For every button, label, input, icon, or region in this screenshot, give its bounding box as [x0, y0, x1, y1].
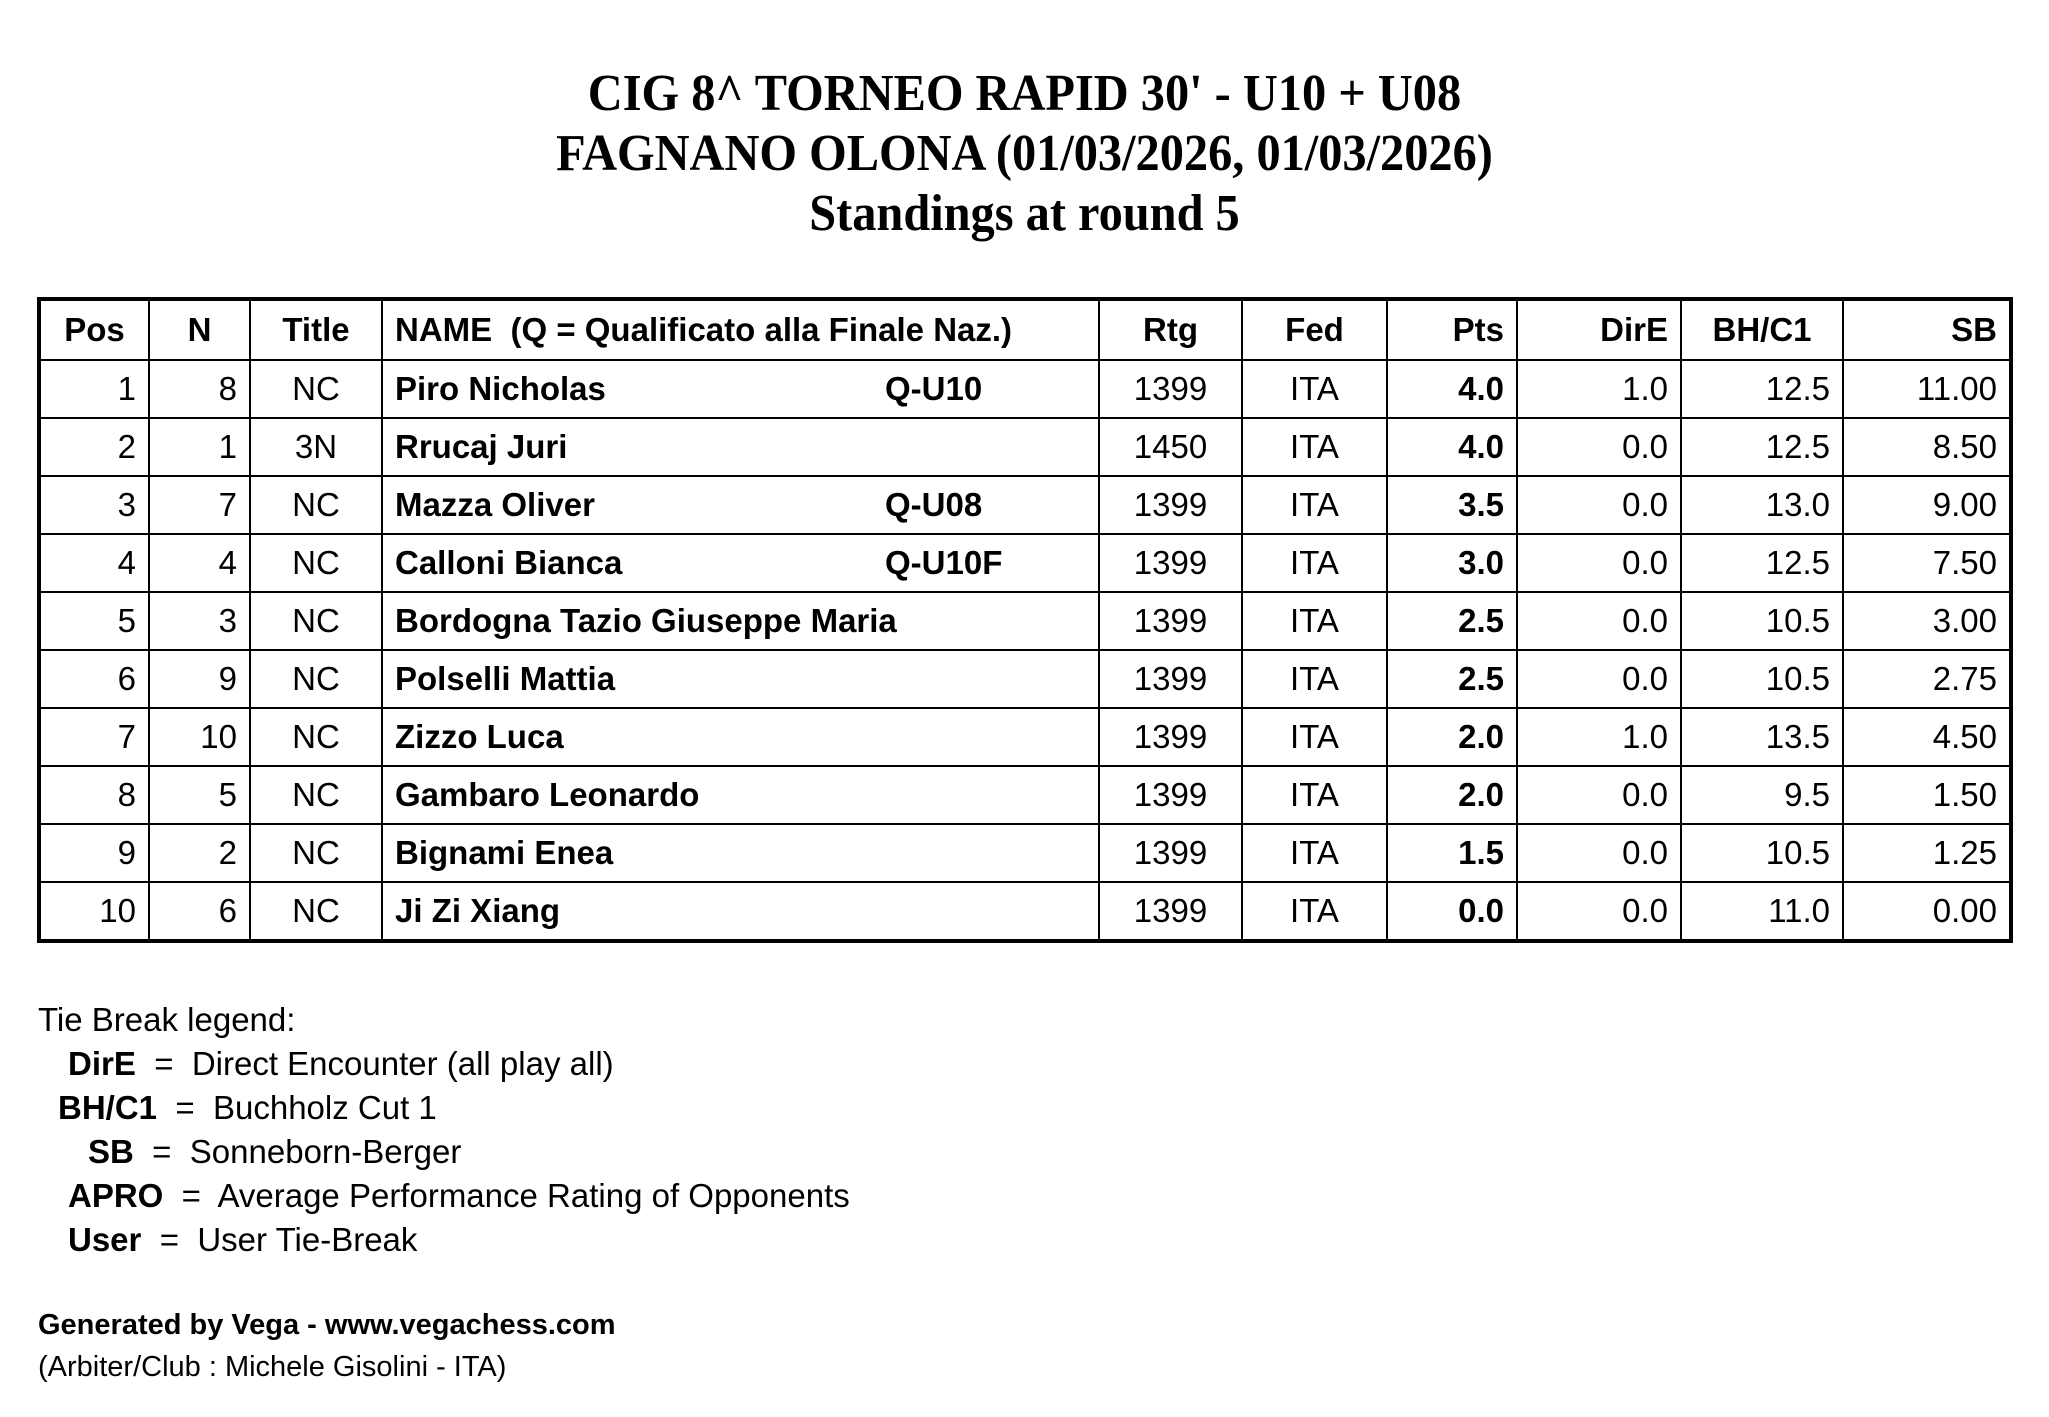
table-header-row [39, 299, 2011, 360]
standings-subtitle: Standings at round 5 [809, 185, 1240, 242]
player-name: Calloni Bianca [395, 544, 623, 581]
cell-sb: 8.50 [1843, 418, 2011, 476]
report-footer [38, 1304, 616, 1388]
cell-sb: 1.25 [1843, 824, 2011, 882]
col-header-sb: SB [1843, 299, 2011, 360]
cell-bhc1: 13.0 [1681, 476, 1843, 534]
cell-pts: 2.5 [1387, 650, 1517, 708]
cell-sb: 4.50 [1843, 708, 2011, 766]
cell-title: NC [250, 476, 382, 534]
cell-fed: ITA [1242, 534, 1387, 592]
legend-key: SB [88, 1133, 134, 1170]
cell-title: NC [250, 882, 382, 941]
qualification-badge: Q-U10 [885, 370, 983, 407]
cell-fed: ITA [1242, 592, 1387, 650]
legend-key: BH/C1 [58, 1089, 158, 1126]
player-name: Bordogna Tazio Giuseppe Maria [395, 602, 897, 639]
cell-pts: 3.0 [1387, 534, 1517, 592]
player-name: Polselli Mattia [395, 660, 616, 697]
player-name: Mazza Oliver [395, 486, 595, 523]
cell-pts: 2.0 [1387, 766, 1517, 824]
legend-item-apro: APRO = Average Performance Rating of Opponents [38, 1174, 850, 1218]
cell-name [382, 534, 1099, 592]
cell-title: NC [250, 766, 382, 824]
cell-fed: ITA [1242, 824, 1387, 882]
cell-rtg: 1399 [1099, 650, 1242, 708]
legend-desc: Average Performance Rating of Opponents [217, 1177, 850, 1214]
cell-n: 10 [149, 708, 250, 766]
qualification-badge: Q-U08 [885, 486, 983, 523]
cell-name [382, 766, 1099, 824]
cell-pts: 2.0 [1387, 708, 1517, 766]
table-row [39, 418, 2011, 476]
tie-break-legend [38, 998, 850, 1262]
cell-n: 4 [149, 534, 250, 592]
legend-key: DirE [68, 1045, 136, 1082]
cell-bhc1: 10.5 [1681, 650, 1843, 708]
cell-name [382, 418, 1099, 476]
cell-rtg: 1450 [1099, 418, 1242, 476]
legend-item-user: User = User Tie-Break [38, 1218, 850, 1262]
cell-sb: 2.75 [1843, 650, 2011, 708]
cell-rtg: 1399 [1099, 534, 1242, 592]
col-header-pos: Pos [39, 299, 149, 360]
cell-bhc1: 12.5 [1681, 534, 1843, 592]
cell-bhc1: 10.5 [1681, 592, 1843, 650]
cell-dire: 1.0 [1517, 360, 1681, 418]
cell-n: 8 [149, 360, 250, 418]
cell-bhc1: 12.5 [1681, 360, 1843, 418]
player-name: Bignami Enea [395, 834, 614, 871]
cell-rtg: 1399 [1099, 360, 1242, 418]
cell-bhc1: 10.5 [1681, 824, 1843, 882]
cell-title: NC [250, 534, 382, 592]
cell-pts: 4.0 [1387, 360, 1517, 418]
cell-bhc1: 13.5 [1681, 708, 1843, 766]
cell-sb: 9.00 [1843, 476, 2011, 534]
cell-rtg: 1399 [1099, 476, 1242, 534]
col-header-fed: Fed [1242, 299, 1387, 360]
col-header-dire: DirE [1517, 299, 1681, 360]
cell-pos: 3 [39, 476, 149, 534]
cell-name [382, 592, 1099, 650]
cell-pos: 10 [39, 882, 149, 941]
cell-fed: ITA [1242, 650, 1387, 708]
cell-dire: 0.0 [1517, 534, 1681, 592]
cell-n: 3 [149, 592, 250, 650]
cell-sb: 3.00 [1843, 592, 2011, 650]
cell-name [382, 476, 1099, 534]
cell-dire: 0.0 [1517, 882, 1681, 941]
cell-dire: 0.0 [1517, 650, 1681, 708]
col-header-name: NAME (Q = Qualificato alla Finale Naz.) [382, 299, 1099, 360]
cell-title: NC [250, 824, 382, 882]
cell-pos: 6 [39, 650, 149, 708]
cell-name [382, 708, 1099, 766]
cell-fed: ITA [1242, 360, 1387, 418]
player-name: Zizzo Luca [395, 718, 564, 755]
legend-desc: Direct Encounter (all play all) [191, 1045, 614, 1082]
table-row [39, 476, 2011, 534]
cell-n: 7 [149, 476, 250, 534]
legend-item-dire: DirE = Direct Encounter (all play all) [38, 1042, 850, 1086]
cell-sb: 1.50 [1843, 766, 2011, 824]
player-name: Gambaro Leonardo [395, 776, 700, 813]
tournament-title: CIG 8^ TORNEO RAPID 30' - U10 + U08 [587, 65, 1462, 122]
cell-fed: ITA [1242, 418, 1387, 476]
cell-rtg: 1399 [1099, 708, 1242, 766]
cell-fed: ITA [1242, 766, 1387, 824]
cell-pos: 5 [39, 592, 149, 650]
cell-rtg: 1399 [1099, 882, 1242, 941]
table-row [39, 766, 2011, 824]
cell-pts: 1.5 [1387, 824, 1517, 882]
cell-dire: 0.0 [1517, 824, 1681, 882]
cell-name [382, 882, 1099, 941]
legend-heading: Tie Break legend: [38, 1001, 296, 1038]
cell-name [382, 824, 1099, 882]
legend-key: APRO [68, 1177, 164, 1214]
cell-sb: 7.50 [1843, 534, 2011, 592]
cell-bhc1: 9.5 [1681, 766, 1843, 824]
cell-rtg: 1399 [1099, 766, 1242, 824]
cell-pos: 9 [39, 824, 149, 882]
cell-n: 2 [149, 824, 250, 882]
table-row [39, 534, 2011, 592]
cell-pts: 4.0 [1387, 418, 1517, 476]
col-header-title: Title [250, 299, 382, 360]
arbiter-text: (Arbiter/Club : Michele Gisolini - ITA) [38, 1351, 507, 1383]
legend-item-sb: SB = Sonneborn-Berger [38, 1130, 850, 1174]
cell-title: NC [250, 592, 382, 650]
generated-by-text: Generated by Vega - www.vegachess.com [38, 1309, 616, 1341]
cell-title: 3N [250, 418, 382, 476]
cell-rtg: 1399 [1099, 592, 1242, 650]
tournament-location-dates: FAGNANO OLONA (01/03/2026, 01/03/2026) [556, 125, 1493, 182]
standings-table [37, 297, 2013, 943]
report-header [0, 64, 2049, 244]
legend-desc: User Tie-Break [197, 1221, 418, 1258]
legend-key: User [68, 1221, 142, 1258]
table-row [39, 650, 2011, 708]
cell-pos: 8 [39, 766, 149, 824]
legend-item-bhc1: BH/C1 = Buchholz Cut 1 [38, 1086, 850, 1130]
table-row [39, 824, 2011, 882]
cell-fed: ITA [1242, 882, 1387, 941]
player-name: Ji Zi Xiang [395, 892, 561, 929]
cell-fed: ITA [1242, 476, 1387, 534]
cell-title: NC [250, 650, 382, 708]
cell-n: 6 [149, 882, 250, 941]
cell-n: 9 [149, 650, 250, 708]
cell-n: 5 [149, 766, 250, 824]
cell-pts: 2.5 [1387, 592, 1517, 650]
cell-rtg: 1399 [1099, 824, 1242, 882]
cell-dire: 0.0 [1517, 418, 1681, 476]
table-row [39, 592, 2011, 650]
cell-pos: 7 [39, 708, 149, 766]
cell-name [382, 650, 1099, 708]
cell-sb: 0.00 [1843, 882, 2011, 941]
cell-title: NC [250, 708, 382, 766]
cell-bhc1: 11.0 [1681, 882, 1843, 941]
col-header-bhc1: BH/C1 [1681, 299, 1843, 360]
cell-dire: 0.0 [1517, 766, 1681, 824]
legend-desc: Sonneborn-Berger [189, 1133, 462, 1170]
cell-name [382, 360, 1099, 418]
cell-pos: 1 [39, 360, 149, 418]
player-name: Rrucaj Juri [395, 428, 568, 465]
player-name: Piro Nicholas [395, 370, 606, 407]
cell-n: 1 [149, 418, 250, 476]
cell-dire: 0.0 [1517, 476, 1681, 534]
cell-dire: 0.0 [1517, 592, 1681, 650]
cell-fed: ITA [1242, 708, 1387, 766]
cell-sb: 11.00 [1843, 360, 2011, 418]
cell-pts: 0.0 [1387, 882, 1517, 941]
cell-dire: 1.0 [1517, 708, 1681, 766]
cell-pts: 3.5 [1387, 476, 1517, 534]
cell-pos: 4 [39, 534, 149, 592]
legend-desc: Buchholz Cut 1 [212, 1089, 437, 1126]
cell-bhc1: 12.5 [1681, 418, 1843, 476]
table-row [39, 360, 2011, 418]
cell-title: NC [250, 360, 382, 418]
col-header-n: N [149, 299, 250, 360]
qualification-badge: Q-U10F [885, 544, 1003, 581]
col-header-rtg: Rtg [1099, 299, 1242, 360]
table-row [39, 882, 2011, 941]
table-row [39, 708, 2011, 766]
col-header-pts: Pts [1387, 299, 1517, 360]
cell-pos: 2 [39, 418, 149, 476]
